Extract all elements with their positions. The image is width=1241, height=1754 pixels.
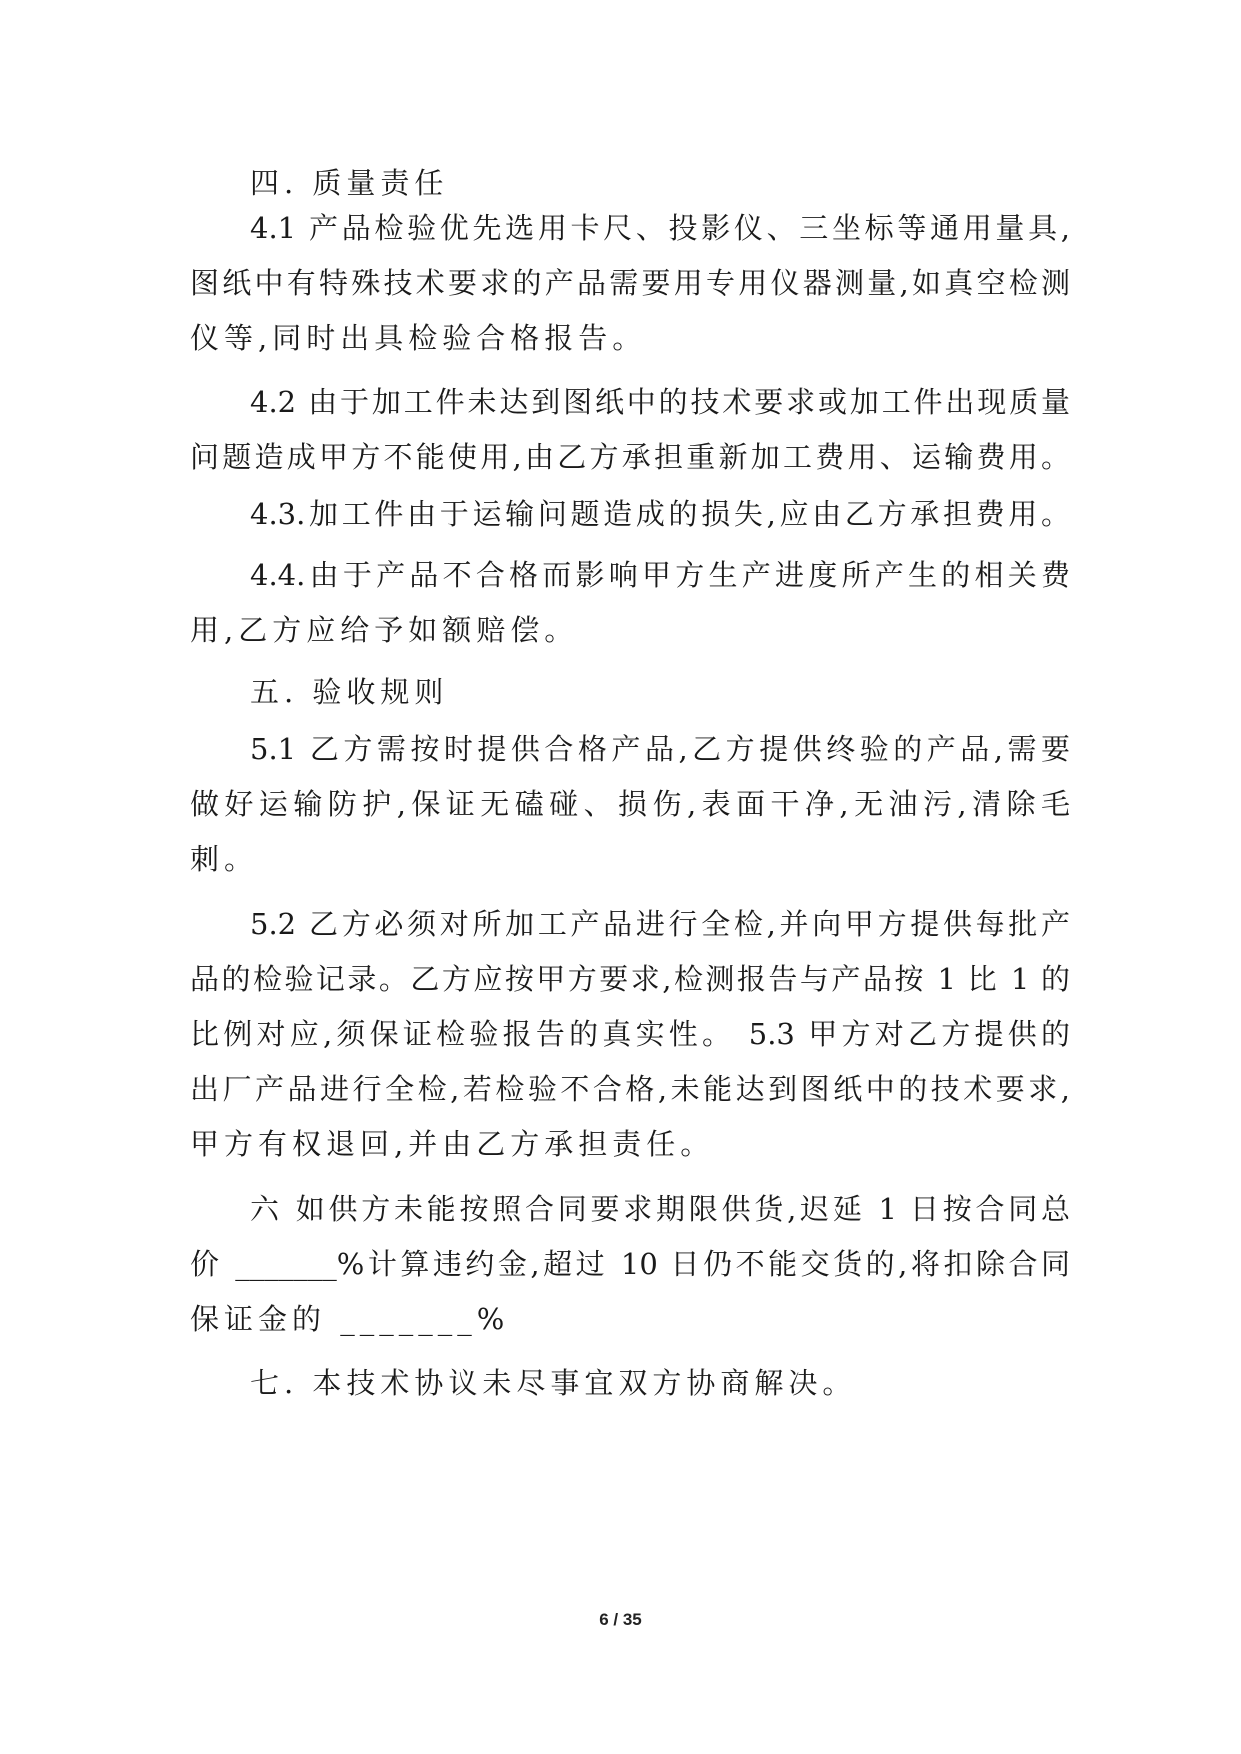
paragraph-line: 刺。 bbox=[190, 842, 259, 876]
paragraph-line: 图纸中有特殊技术要求的产品需要用专用仪器测量,如真空检测 bbox=[190, 266, 1070, 300]
paragraph-line: 4.4.由于产品不合格而影响甲方生产进度所产生的相关费 bbox=[250, 558, 1070, 592]
paragraph-line: 4.2 由于加工件未达到图纸中的技术要求或加工件出现质量 bbox=[250, 385, 1070, 419]
section-heading-quality: 四. 质量责任 bbox=[250, 166, 449, 200]
paragraph-line: 4.3.加工件由于运输问题造成的损失,应由乙方承担费用。 bbox=[250, 497, 1070, 531]
section-heading-acceptance: 五. 验收规则 bbox=[250, 675, 449, 709]
section-heading-misc: 七. 本技术协议未尽事宜双方协商解决。 bbox=[250, 1366, 857, 1400]
paragraph-line: 出厂产品进行全检,若检验不合格,未能达到图纸中的技术要求, bbox=[190, 1072, 1070, 1106]
paragraph-line: 六 如供方未能按照合同要求期限供货,迟延 1 日按合同总 bbox=[250, 1192, 1070, 1226]
paragraph-line: 做好运输防护,保证无磕碰、损伤,表面干净,无油污,清除毛 bbox=[190, 787, 1070, 821]
page-number: 6 / 35 bbox=[599, 1610, 642, 1629]
paragraph-line: 比例对应,须保证检验报告的真实性。 5.3 甲方对乙方提供的 bbox=[190, 1017, 1070, 1051]
paragraph-line: 仪等,同时出具检验合格报告。 bbox=[190, 321, 647, 355]
paragraph-line: 5.1 乙方需按时提供合格产品,乙方提供终验的产品,需要 bbox=[250, 732, 1070, 766]
paragraph-line: 甲方有权退回,并由乙方承担责任。 bbox=[190, 1127, 715, 1161]
paragraph-line: 4.1 产品检验优先选用卡尺、投影仪、三坐标等通用量具, bbox=[250, 211, 1070, 245]
paragraph-line: 价 _______%计算违约金,超过 10 日仍不能交货的,将扣除合同 bbox=[190, 1247, 1070, 1281]
paragraph-line: 用,乙方应给予如额赔偿。 bbox=[190, 613, 579, 647]
paragraph-line: 保证金的 _______% bbox=[190, 1302, 510, 1336]
paragraph-line: 5.2 乙方必须对所加工产品进行全检,并向甲方提供每批产 bbox=[250, 907, 1070, 941]
paragraph-line: 问题造成甲方不能使用,由乙方承担重新加工费用、运输费用。 bbox=[190, 440, 1070, 474]
paragraph-line: 品的检验记录。乙方应按甲方要求,检测报告与产品按 1 比 1 的 bbox=[190, 962, 1070, 996]
